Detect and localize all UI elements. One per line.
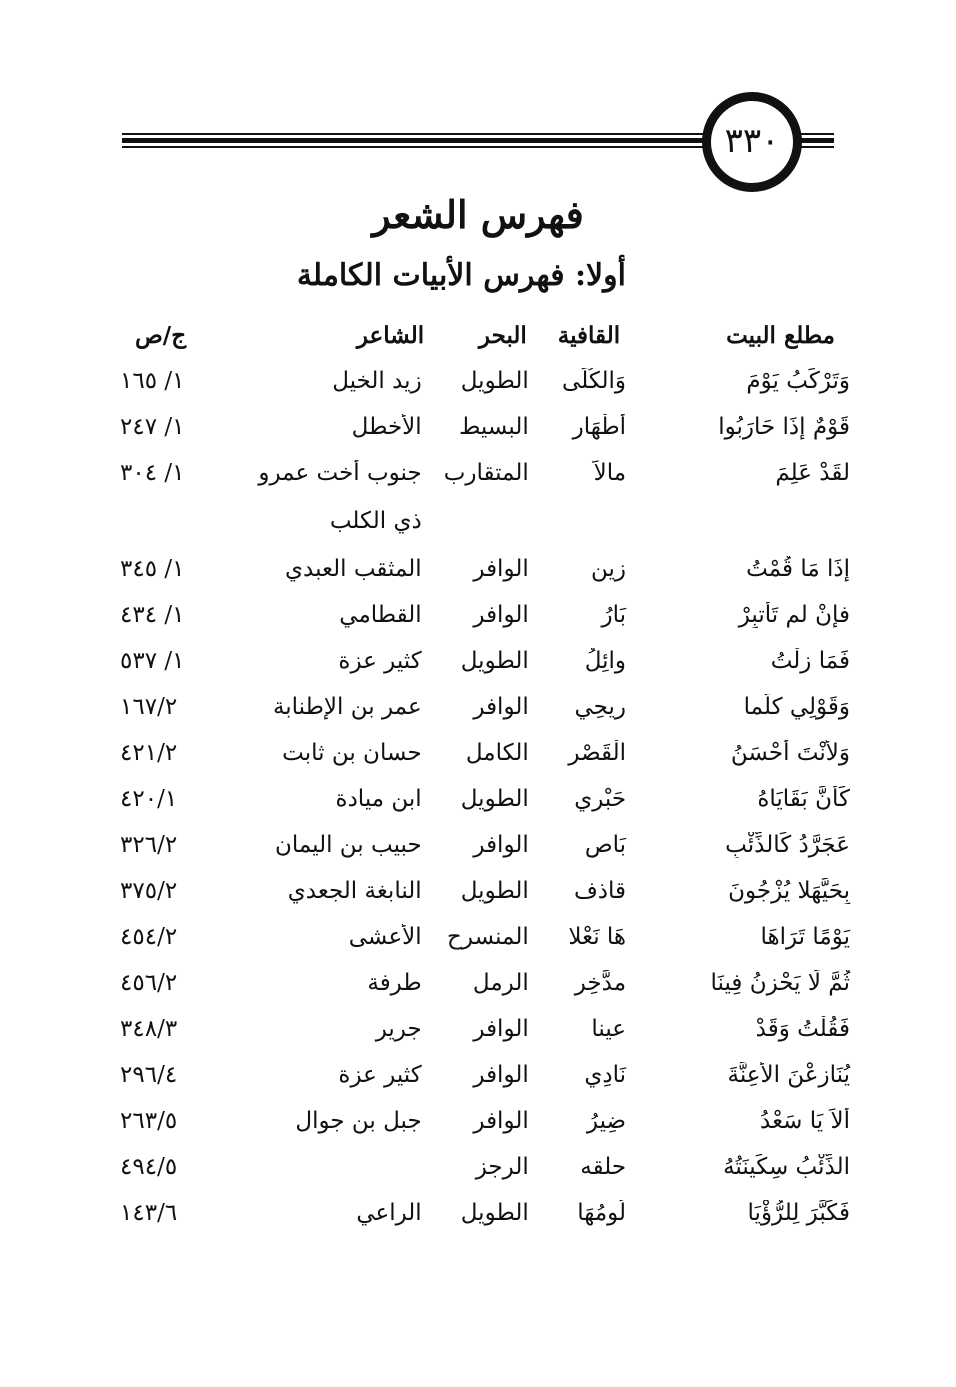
cell-rhyme: وَالكُلَى [562, 368, 627, 394]
cell-meter: الوافر [473, 556, 529, 582]
table-row [100, 358, 860, 404]
cell-meter: الطويل [460, 878, 529, 904]
cell-verse-opening: بِحَيَّهَلا يُزْجُونَ [728, 878, 850, 904]
cell-poet: جرير [375, 1016, 422, 1042]
cell-poet: جبل بن جوال [295, 1108, 422, 1134]
cell-meter: المتقارب [443, 460, 529, 486]
table-row [100, 1144, 860, 1190]
cell-poet: حسان بن ثابت [282, 740, 422, 766]
table-row [100, 1052, 860, 1098]
cell-rhyme: لُومُهَا [577, 1200, 627, 1226]
poetry-index-table [100, 312, 860, 1236]
table-row-continuation [100, 496, 860, 546]
cell-poet: ابن ميادة [335, 786, 422, 812]
cell-rhyme: مدَّخِر [574, 970, 627, 996]
cell-volume-page: ١٦٧/٢ [120, 694, 178, 720]
table-row [100, 684, 860, 730]
table-row [100, 914, 860, 960]
cell-meter: الوافر [473, 1108, 529, 1134]
table-row [100, 868, 860, 914]
table-row [100, 822, 860, 868]
cell-rhyme: نَادِي [584, 1062, 627, 1088]
cell-rhyme: مالاً [593, 460, 627, 486]
cell-poet: الأعشى [348, 924, 422, 950]
cell-verse-opening: وَلأَنْتَ أَحْسَنُ [730, 740, 850, 766]
cell-verse-opening: وَقَوْلِي كلَّما [743, 694, 850, 720]
cell-meter: الكامل [465, 740, 529, 766]
cell-poet: حبيب بن اليمان [274, 832, 422, 858]
cell-meter: المنسرح [447, 924, 529, 950]
cell-verse-opening: وَتَرْكَبُ يَوْمَ [746, 368, 850, 394]
cell-verse-opening: أَلاَ يَا سَعْدُ [760, 1108, 850, 1134]
cell-verse-opening: عَجَرَّدُ كَالذِّئْبِ [725, 832, 850, 858]
cell-poet: كثير عزة [338, 1062, 422, 1088]
cell-volume-page: ١/ ٥٣٧ [120, 648, 185, 674]
cell-rhyme: رِيحِي [574, 694, 627, 720]
cell-meter: الطويل [460, 786, 529, 812]
cell-poet: المثقب العبدي [285, 556, 422, 582]
cell-verse-opening: فَكَبَّرَ لِلرُّؤْيَا [747, 1200, 850, 1226]
header-meter: البحر [478, 321, 527, 349]
cell-verse-opening: إِذَا مَا قُمْتُ [746, 556, 850, 582]
cell-verse-opening: يُنَازِعْنَ الأَعِنَّةَ [727, 1062, 850, 1088]
table-row [100, 776, 860, 822]
cell-meter: الوافر [473, 694, 529, 720]
cell-verse-opening: فَمَا زِلْتُ [770, 648, 850, 674]
header-volume-page: ج/ص [135, 321, 187, 349]
cell-volume-page: ١/ ٤٣٤ [120, 602, 185, 628]
cell-volume-page: ٤٥٦/٢ [120, 970, 178, 996]
cell-poet: كثير عزة [338, 648, 422, 674]
cell-rhyme: زِينِ [591, 556, 627, 582]
cell-meter: الوافر [473, 602, 529, 628]
cell-verse-opening: ثُمَّ لَا يَحْزِنُ فِينَا [710, 970, 850, 996]
cell-meter: الطويل [460, 368, 529, 394]
cell-meter: الطويل [460, 1200, 529, 1226]
cell-verse-opening: يَوْمًا تَرَاهَا [760, 924, 850, 950]
cell-volume-page: ٤٩٤/٥ [120, 1154, 178, 1180]
cell-verse-opening: الذِّئْبُ سِكِّينَتُهُ [723, 1154, 850, 1180]
cell-rhyme: حَبْرِي [574, 786, 627, 812]
cell-volume-page: ١٤٣/٦ [120, 1200, 178, 1226]
cell-rhyme: ضِيرُ [586, 1108, 627, 1134]
cell-volume-page: ٤٢١/٢ [120, 740, 178, 766]
header-verse-opening: مطلع البيت [726, 321, 835, 349]
page-title: فهرس الشعر [372, 192, 584, 237]
table-row [100, 546, 860, 592]
table-row [100, 450, 860, 496]
cell-volume-page: ٢٦٣/٥ [120, 1108, 178, 1134]
page-number-badge [702, 92, 802, 192]
cell-volume-page: ٤٢٠/١ [120, 786, 178, 812]
cell-poet: النابغة الجعدي [287, 878, 422, 904]
cell-rhyme: وائِلُ [584, 648, 627, 674]
cell-verse-opening: كَأَنَّ بَقَايَاهُ [757, 786, 850, 812]
cell-rhyme: الْقَصْرِ [568, 740, 627, 766]
table-header-row [100, 312, 860, 358]
cell-poet: ذي الكلب [329, 508, 422, 534]
cell-rhyme: حلقه [580, 1154, 627, 1180]
table-body [100, 358, 860, 1236]
cell-verse-opening: فَقُلْتُ وَقَدْ [755, 1016, 850, 1042]
cell-volume-page: ١/ ٣٠٤ [120, 460, 185, 486]
cell-poet: عمر بن الإطنابة [272, 694, 422, 720]
table-row [100, 592, 860, 638]
cell-poet: زيد الخيل [332, 368, 422, 394]
cell-meter: البسيط [459, 414, 529, 440]
cell-verse-opening: فإِنْ لم تَأْتبِرْ [738, 602, 850, 628]
cell-rhyme: بَارُ [601, 602, 627, 628]
cell-volume-page: ٢٩٦/٤ [120, 1062, 178, 1088]
cell-poet: القطامي [339, 602, 422, 628]
header-rhyme: القافية [557, 321, 621, 349]
cell-rhyme: أَطْهَار [572, 414, 627, 440]
cell-volume-page: ١/ ١٦٥ [120, 368, 185, 394]
cell-meter: الرجز [475, 1154, 529, 1180]
cell-volume-page: ٣٢٦/٢ [120, 832, 178, 858]
cell-poet: الأخطل [351, 414, 422, 440]
table-row [100, 404, 860, 450]
cell-meter: الوافر [473, 1016, 529, 1042]
cell-rhyme: قاذف [573, 878, 627, 904]
table-row [100, 960, 860, 1006]
page-number: ٣٣٠ [724, 121, 780, 161]
cell-meter: الرمل [472, 970, 529, 996]
cell-verse-opening: قَوْمٌ إِذَا حَارَبُوا [718, 414, 850, 440]
cell-meter: الوافر [473, 1062, 529, 1088]
cell-rhyme: هَا نَعْلا [568, 924, 627, 950]
cell-rhyme: بَاصِ [584, 832, 627, 858]
table-row [100, 730, 860, 776]
table-row [100, 638, 860, 684]
table-row [100, 1006, 860, 1052]
cell-poet: الراعي [356, 1200, 422, 1226]
cell-meter: الوافر [473, 832, 529, 858]
table-row [100, 1098, 860, 1144]
page-header [0, 0, 956, 190]
cell-volume-page: ٣٤٨/٣ [120, 1016, 178, 1042]
cell-rhyme: عينا [591, 1016, 627, 1042]
cell-verse-opening: لقَدْ عَلِمَ [775, 460, 850, 486]
table-row [100, 1190, 860, 1236]
cell-poet: طرفة [367, 970, 422, 996]
cell-volume-page: ١/ ٣٤٥ [120, 556, 185, 582]
cell-meter: الطويل [460, 648, 529, 674]
cell-volume-page: ١/ ٢٤٧ [120, 414, 185, 440]
cell-poet: جنوب أخت عمرو [258, 460, 422, 486]
cell-volume-page: ٣٧٥/٢ [120, 878, 178, 904]
header-poet: الشاعر [356, 321, 425, 349]
section-title: أولا: فهرس الأبيات الكاملة [296, 258, 626, 293]
cell-volume-page: ٤٥٤/٢ [120, 924, 178, 950]
